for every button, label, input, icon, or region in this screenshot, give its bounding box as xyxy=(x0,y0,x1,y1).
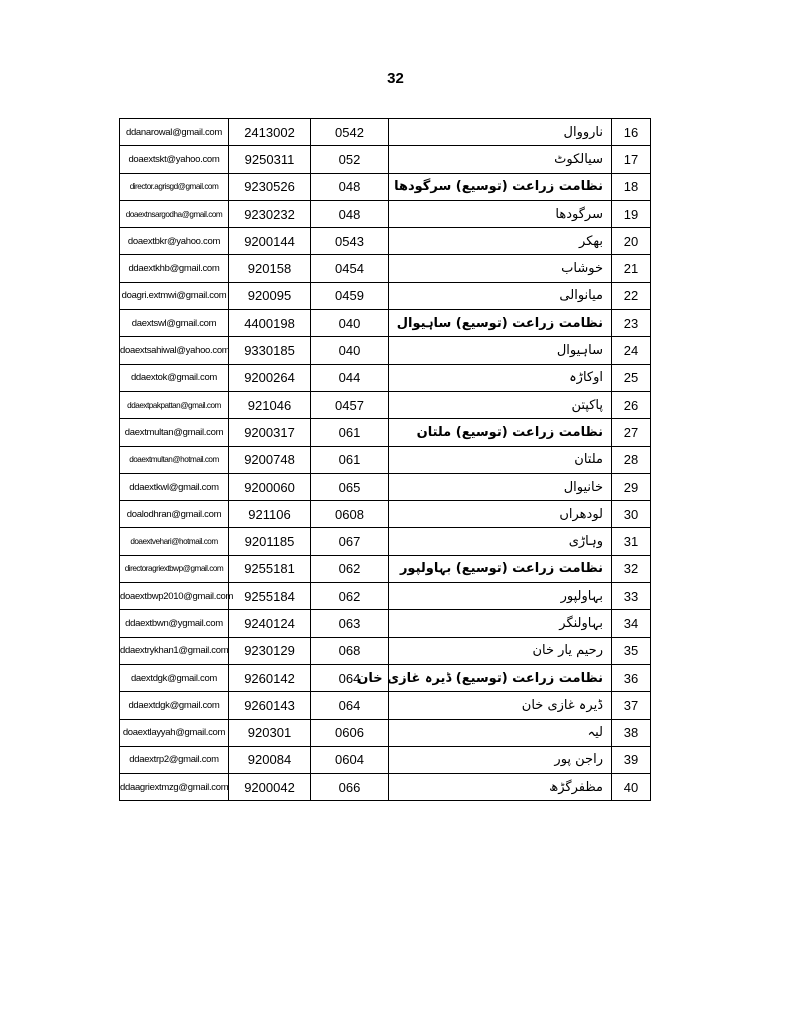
email-cell: doaextlayyah@gmail.com xyxy=(120,719,229,746)
phone-cell: 9230232 xyxy=(229,200,311,227)
office-name-cell: اوکاڑہ xyxy=(389,364,612,391)
serial-number-cell: 16 xyxy=(612,119,651,146)
area-code-cell: 061 xyxy=(311,419,389,446)
table-row xyxy=(120,337,651,364)
serial-number-cell: 39 xyxy=(612,746,651,773)
email-cell: ddaextrp2@gmail.com xyxy=(120,746,229,773)
email-cell: director.agrisgd@gmail.com xyxy=(120,173,229,200)
phone-cell: 9240124 xyxy=(229,610,311,637)
office-name-cell: رحیم یار خان xyxy=(389,637,612,664)
office-name-cell: بھکر xyxy=(389,228,612,255)
email-cell: ddaextok@gmail.com xyxy=(120,364,229,391)
area-code-cell: 040 xyxy=(311,310,389,337)
phone-cell: 9255184 xyxy=(229,583,311,610)
serial-number-cell: 19 xyxy=(612,200,651,227)
office-name-cell: لیہ xyxy=(389,719,612,746)
table-row xyxy=(120,391,651,418)
office-name-cell: ملتان xyxy=(389,446,612,473)
office-name-cell: ساہیوال xyxy=(389,337,612,364)
phone-cell: 9200144 xyxy=(229,228,311,255)
email-cell: doaextskt@yahoo.com xyxy=(120,146,229,173)
email-cell: doaextbkr@yahoo.com xyxy=(120,228,229,255)
phone-cell: 920095 xyxy=(229,282,311,309)
table-row xyxy=(120,173,651,200)
table-row xyxy=(120,583,651,610)
email-cell: doalodhran@gmail.com xyxy=(120,501,229,528)
area-code-cell: 063 xyxy=(311,610,389,637)
serial-number-cell: 23 xyxy=(612,310,651,337)
serial-number-cell: 33 xyxy=(612,583,651,610)
area-code-cell: 0457 xyxy=(311,391,389,418)
serial-number-cell: 21 xyxy=(612,255,651,282)
table-row xyxy=(120,282,651,309)
table-body xyxy=(120,119,651,801)
serial-number-cell: 22 xyxy=(612,282,651,309)
office-name-cell: وہاڑی xyxy=(389,528,612,555)
phone-cell: 9230526 xyxy=(229,173,311,200)
page-number: 32 xyxy=(387,70,404,87)
office-name-cell: بہاولنگر xyxy=(389,610,612,637)
area-code-cell: 064 xyxy=(311,664,389,691)
office-name-cell: راجن پور xyxy=(389,746,612,773)
area-code-cell: 0604 xyxy=(311,746,389,773)
phone-cell: 9330185 xyxy=(229,337,311,364)
phone-cell: 9260143 xyxy=(229,692,311,719)
serial-number-cell: 25 xyxy=(612,364,651,391)
phone-cell: 920301 xyxy=(229,719,311,746)
office-name-cell: پاکپتن xyxy=(389,391,612,418)
phone-cell: 9200060 xyxy=(229,473,311,500)
table-row xyxy=(120,364,651,391)
email-cell: ddaextkwl@gmail.com xyxy=(120,473,229,500)
office-name-cell: نظامت زراعت (توسیع) ساہیوال xyxy=(389,310,612,337)
phone-cell: 4400198 xyxy=(229,310,311,337)
phone-cell: 9200317 xyxy=(229,419,311,446)
table-row xyxy=(120,610,651,637)
office-name-cell: سرگودھا xyxy=(389,200,612,227)
table-row xyxy=(120,692,651,719)
area-code-cell: 068 xyxy=(311,637,389,664)
office-name-cell: خانیوال xyxy=(389,473,612,500)
email-cell: ddaextpakpattan@gmail.com xyxy=(120,391,229,418)
phone-cell: 9201185 xyxy=(229,528,311,555)
office-name-cell: مظفرگڑھ xyxy=(389,774,612,801)
area-code-cell: 0608 xyxy=(311,501,389,528)
email-cell: doaextbwp2010@gmail.com xyxy=(120,583,229,610)
phone-cell: 9260142 xyxy=(229,664,311,691)
table-row xyxy=(120,528,651,555)
area-code-cell: 066 xyxy=(311,774,389,801)
email-cell: doaextmultan@hotmail.com xyxy=(120,446,229,473)
office-name-cell: لودھراں xyxy=(389,501,612,528)
serial-number-cell: 37 xyxy=(612,692,651,719)
area-code-cell: 065 xyxy=(311,473,389,500)
table-row xyxy=(120,774,651,801)
area-code-cell: 0459 xyxy=(311,282,389,309)
serial-number-cell: 28 xyxy=(612,446,651,473)
area-code-cell: 062 xyxy=(311,555,389,582)
serial-number-cell: 38 xyxy=(612,719,651,746)
email-cell: ddaagriextmzg@gmail.com xyxy=(120,774,229,801)
area-code-cell: 040 xyxy=(311,337,389,364)
office-name-cell: خوشاب xyxy=(389,255,612,282)
email-cell: ddaextrykhan1@gmail.com xyxy=(120,637,229,664)
serial-number-cell: 26 xyxy=(612,391,651,418)
serial-number-cell: 24 xyxy=(612,337,651,364)
email-cell: directoragriextbwp@gmail.com xyxy=(120,555,229,582)
table-row xyxy=(120,200,651,227)
phone-cell: 9200042 xyxy=(229,774,311,801)
table-row xyxy=(120,501,651,528)
table-row xyxy=(120,146,651,173)
area-code-cell: 0543 xyxy=(311,228,389,255)
table-row xyxy=(120,119,651,146)
serial-number-cell: 30 xyxy=(612,501,651,528)
table-row xyxy=(120,255,651,282)
serial-number-cell: 36 xyxy=(612,664,651,691)
office-name-cell: ڈیرہ غازی خان xyxy=(389,692,612,719)
serial-number-cell: 32 xyxy=(612,555,651,582)
area-code-cell: 061 xyxy=(311,446,389,473)
serial-number-cell: 31 xyxy=(612,528,651,555)
serial-number-cell: 35 xyxy=(612,637,651,664)
area-code-cell: 067 xyxy=(311,528,389,555)
email-cell: daextdgk@gmail.com xyxy=(120,664,229,691)
email-cell: doaextnsargodha@gmail.com xyxy=(120,200,229,227)
area-code-cell: 0542 xyxy=(311,119,389,146)
phone-cell: 9230129 xyxy=(229,637,311,664)
office-name-cell: نظامت زراعت (توسیع) بہاولپور xyxy=(389,555,612,582)
office-name-cell: نظامت زراعت (توسیع) ڈیرہ غازی خان xyxy=(389,664,612,691)
phone-cell: 921106 xyxy=(229,501,311,528)
email-cell: ddaextbwn@ygmail.com xyxy=(120,610,229,637)
serial-number-cell: 27 xyxy=(612,419,651,446)
table-row xyxy=(120,555,651,582)
phone-cell: 9255181 xyxy=(229,555,311,582)
phone-cell: 920158 xyxy=(229,255,311,282)
office-name-cell: سیالکوٹ xyxy=(389,146,612,173)
phone-cell: 9200264 xyxy=(229,364,311,391)
area-code-cell: 062 xyxy=(311,583,389,610)
table-row xyxy=(120,664,651,691)
area-code-cell: 0606 xyxy=(311,719,389,746)
phone-cell: 921046 xyxy=(229,391,311,418)
area-code-cell: 052 xyxy=(311,146,389,173)
contact-directory-table xyxy=(119,118,651,801)
email-cell: ddanarowal@gmail.com xyxy=(120,119,229,146)
email-cell: doaextsahiwal@yahoo.com xyxy=(120,337,229,364)
phone-cell: 9200748 xyxy=(229,446,311,473)
serial-number-cell: 29 xyxy=(612,473,651,500)
serial-number-cell: 17 xyxy=(612,146,651,173)
email-cell: ddaextkhb@gmail.com xyxy=(120,255,229,282)
table-row xyxy=(120,746,651,773)
serial-number-cell: 34 xyxy=(612,610,651,637)
table-row xyxy=(120,228,651,255)
email-cell: daextmultan@gmail.com xyxy=(120,419,229,446)
table-row xyxy=(120,419,651,446)
serial-number-cell: 20 xyxy=(612,228,651,255)
area-code-cell: 048 xyxy=(311,200,389,227)
phone-cell: 2413002 xyxy=(229,119,311,146)
email-cell: doagri.extmwi@gmail.com xyxy=(120,282,229,309)
area-code-cell: 048 xyxy=(311,173,389,200)
office-name-cell: نظامت زراعت (توسیع) ملتان xyxy=(389,419,612,446)
serial-number-cell: 18 xyxy=(612,173,651,200)
serial-number-cell: 40 xyxy=(612,774,651,801)
area-code-cell: 0454 xyxy=(311,255,389,282)
table-row xyxy=(120,446,651,473)
area-code-cell: 064 xyxy=(311,692,389,719)
office-name-cell: بہاولپور xyxy=(389,583,612,610)
table-row xyxy=(120,310,651,337)
table-row xyxy=(120,473,651,500)
office-name-cell: میانوالی xyxy=(389,282,612,309)
phone-cell: 920084 xyxy=(229,746,311,773)
area-code-cell: 044 xyxy=(311,364,389,391)
phone-cell: 9250311 xyxy=(229,146,311,173)
office-name-cell: نارووال xyxy=(389,119,612,146)
table-row xyxy=(120,637,651,664)
email-cell: daextswl@gmail.com xyxy=(120,310,229,337)
table-row xyxy=(120,719,651,746)
email-cell: doaextvehari@hotmail.com xyxy=(120,528,229,555)
office-name-cell: نظامت زراعت (توسیع) سرگودھا xyxy=(389,173,612,200)
email-cell: ddaextdgk@gmail.com xyxy=(120,692,229,719)
